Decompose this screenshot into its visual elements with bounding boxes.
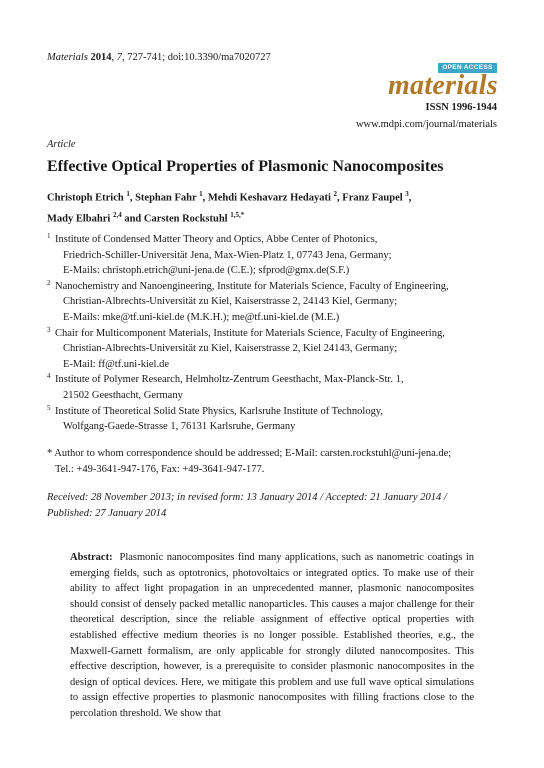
affiliation-line: Christian-Albrechts-Universität zu Kiel, Kaiserstrasse 2, Kiel 24143, Germany;: [63, 343, 398, 355]
citation-pages-doi: , 727-741; doi:10.3390/ma7020727: [121, 52, 271, 63]
affiliation-line: Friedrich-Schiller-Universität Jena, Max-Wien-Platz 1, 07743 Jena, Germany;: [63, 249, 392, 261]
author-affiliation-sup: 2,4: [112, 210, 122, 219]
affiliation-2: [47, 279, 517, 326]
citation-line: Materials 2014, 7, 727-741; doi:10.3390/ma7020727: [47, 52, 271, 63]
affiliation-line: Wolfgang-Gaede-Strasse 1, 76131 Karlsruhe, Germany: [63, 421, 296, 433]
affiliation-3: [47, 326, 517, 373]
author-list: [47, 186, 507, 227]
author-name: Christoph Etrich: [47, 192, 124, 204]
correspondence: [47, 446, 451, 477]
paper-title: Effective Optical Properties of Plasmonic Nanocomposites: [47, 158, 444, 175]
author-separator: ,: [337, 192, 343, 204]
publication-dates: [47, 490, 447, 521]
affiliation-4: [47, 372, 517, 403]
citation-journal: Materials: [47, 52, 88, 63]
affiliation-line: Institute of Condensed Matter Theory and Optics, Abbe Center of Photonics,: [55, 234, 378, 245]
correspondence-line-2: Tel.: +49-3641-947-176, Fax: +49-3641-947-177.: [55, 463, 265, 475]
author-name: Mady Elbahri: [47, 213, 111, 224]
journal-url[interactable]: www.mdpi.com/journal/materials: [355, 119, 497, 130]
affiliation-number: 4: [47, 372, 51, 381]
affiliation-number: 3: [47, 325, 51, 334]
open-access-badge: OPEN ACCESS: [438, 63, 497, 73]
affiliation-line: E-Mails: mke@tf.uni-kiel.de (M.K.H.); me@tf.uni-kiel.de (M.E.): [63, 311, 340, 323]
affiliation-1: [47, 232, 517, 279]
affiliation-line: E-Mail: ff@tf.uni-kiel.de: [63, 358, 169, 370]
citation-volume: 7: [116, 52, 122, 63]
author-affiliation-sup: 1,5,*: [230, 210, 245, 219]
abstract-text: Plasmonic nanocomposites find many applications, such as nanometric coatings in emerging fields, such as optotronics, photovoltaics or integrated optics. To make use of their ability to affect light propagation in an unprecedented manner, plasmonic nanocomposites should consist of densely packed metallic nanoparticles. This causes a major challenge for their theoretical description, since the reliable assignment of effective optical properties with established effective medium theories is no longer possible. Established theories, e.g., the Maxwell-Garnett formalism, are only applicable for strongly diluted nanocomposites. This effective description, however, is a prerequisite to consider plasmonic nanocomposites in the design of optical devices. Here, we mitigate this problem and use full wave optical simulations to assign effective properties to plasmonic nanocomposites with filling fractions close to the percolation threshold. We show that: [70, 552, 475, 719]
affiliation-number: 5: [47, 403, 51, 412]
affiliation-line: Nanochemistry and Nanoengineering, Institute for Materials Science, Faculty of Engineering,: [55, 280, 449, 292]
author-name: Mehdi Keshavarz Hedayati: [207, 192, 331, 204]
affiliation-line: Institute of Polymer Research, Helmholtz-Zentrum Geesthacht, Max-Planck-Str. 1,: [55, 374, 404, 386]
correspondence-line-1: * Author to whom correspondence should be addressed; E-Mail: carsten.rockstuhl@uni-jena.de;: [47, 448, 452, 459]
abstract-label: Abstract:: [70, 552, 113, 563]
affiliation-line: Chair for Multicomponent Materials, Institute for Materials Science, Faculty of Engineering,: [55, 327, 445, 339]
affiliation-line: 21502 Geesthacht, Germany: [63, 389, 183, 401]
author-name: Stephan Fahr: [135, 192, 197, 204]
citation-year: 2014: [90, 52, 112, 63]
author-separator: ,: [202, 192, 208, 204]
affiliation-number: 1: [47, 232, 51, 240]
affiliations: [47, 232, 517, 435]
author-separator: and: [121, 213, 144, 224]
author-separator: ,: [129, 192, 136, 204]
affiliation-5: [47, 404, 517, 435]
article-type: Article: [47, 139, 76, 150]
author-affiliation-sup: 1: [126, 190, 130, 198]
issn: ISSN 1996-1944: [425, 102, 497, 113]
abstract: [70, 550, 474, 722]
author-affiliation-sup: 2: [333, 190, 338, 198]
affiliation-line: Christian-Albrechts-Universität zu Kiel, Kaiserstrasse 2, 24143 Kiel, Germany;: [63, 296, 398, 308]
journal-logo: materials: [387, 70, 498, 101]
affiliation-line: E-Mails: christoph.etrich@uni-jena.de (C.E.); sfprod@gmx.de(S.F.): [63, 265, 350, 277]
affiliation-number: 2: [47, 278, 51, 287]
author-separator: ,: [408, 192, 412, 204]
author-affiliation-sup: 1: [199, 190, 203, 198]
dates-line-1: Received: 28 November 2013; in revised form: 13 January 2014 / Accepted: 21 January 2014 /: [47, 492, 447, 503]
dates-line-2: Published: 27 January 2014: [47, 507, 167, 519]
affiliation-line: Institute of Theoretical Solid State Physics, Karlsruhe Institute of Technology,: [55, 405, 384, 417]
author-name: Franz Faupel: [342, 192, 403, 204]
author-affiliation-sup: 3: [405, 190, 409, 198]
author-name: Carsten Rockstuhl: [143, 213, 228, 224]
